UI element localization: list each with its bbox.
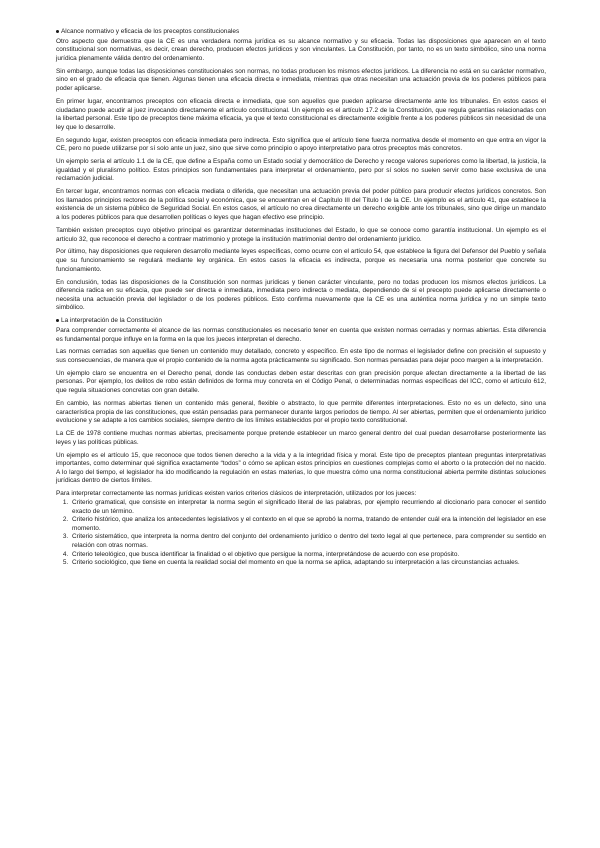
paragraph: La CE de 1978 contiene muchas normas abiertas, precisamente porque pretende establecer un marco general dentro del cual puedan desarrollarse posteriormente las leyes y las políticas públicas. — [56, 430, 546, 446]
paragraph: En segundo lugar, existen preceptos con eficacia inmediata pero indirecta. Esto significa que el artículo tiene fuerza normativa desde el momento en que entra en vigor la CE, pero no puede utilizarse por sí solo ante un juez, sino que sirve como principio o apoyo interpretativo para otros preceptos más concretos. — [56, 136, 546, 153]
list-item: 2. Criterio histórico, que analiza los antecedentes legislativos y el contexto en el que se aprobó la norma, tratando de entender cuál era la intención del legislador en ese momento. — [70, 516, 546, 533]
paragraph: En cambio, las normas abiertas tienen un contenido más general, flexible o abstracto, lo que permite diferentes interpretaciones. Esto no es un defecto, sino una característica propia de las constituciones, que están pensadas para permanecer durante largos periodos de tiempo. Al ser abiertas, permiten que el ordenamiento jurídico evolucione y se adapte a los cambios sociales, siempre dentro de los límites establecidos por el propio texto constitucional. — [56, 399, 546, 425]
paragraph: Sin embargo, aunque todas las disposiciones constitucionales son normas, no todas producen los mismos efectos jurídicos. La diferencia no está en su carácter normativo, sino en el grado de eficacia que tienen. Algunas tienen una eficacia directa e inmediata, mientras que otras necesitan una actuación previa de los poderes públicos para poder aplicarse. — [56, 67, 546, 93]
paragraph: Por último, hay disposiciones que requieren desarrollo mediante leyes específicas, como ocurre con el artículo 54, que establece la figura del Defensor del Pueblo y señala que su funcionamiento se regulará mediante ley orgánica. En estos casos la eficacia es indirecta, porque es necesaria una norma posterior que concrete su funcionamiento. — [56, 248, 546, 273]
list-item: 4. Criterio teleológico, que busca identificar la finalidad o el objetivo que persigue la norma, interpretándose de acuerdo con ese propósito. — [70, 551, 546, 560]
list-item: 1. Criterio gramatical, que consiste en interpretar la norma según el significado literal de las palabras, por ejemplo recurriendo al diccionario para conocer el sentido exacto de un término. — [70, 499, 546, 516]
list-intro: Para interpretar correctamente las normas jurídicas existen varios criterios clásicos de interpretación, utilizados por los jueces: — [56, 490, 417, 498]
list-item: 3. Criterio sistemático, que interpreta la norma dentro del conjunto del ordenamiento jurídico o dentro del texto legal al que pertenece, para comprender su sentido en relación con otras normas. — [70, 533, 546, 550]
paragraph: En conclusión, todas las disposiciones de la Constitución son normas jurídicas y tienen carácter vinculante, pero no todas producen los mismos efectos jurídicos. La diferencia radica en su eficacia, que puede ser directa e inmediata, inmediata pero indirecta o mediata, dependiendo de si el precepto puede aplicarse directamente o necesita una actuación previa del legislador o de los poderes públicos. Esto confirma nuevamente que la CE es una auténtica norma jurídica y no un simple texto simbólico. — [56, 278, 546, 312]
paragraph: En tercer lugar, encontramos normas con eficacia mediata o diferida, que necesitan una actuación previa del poder público para producir efectos jurídicos concretos. Son los llamados principios rectores de la política social y económica, que se encuentran en el Capítulo III del Título I de la CE. Un ejemplo es el artículo 41, que establece la existencia de un sistema público de Seguridad Social. En estos casos, el artículo no crea directamente un derecho exigible ante los tribunales, sino que dirige un mandato a los poderes públicos para que desarrollen políticas o leyes que hagan efectivo ese principio. — [56, 188, 546, 222]
paragraph: En primer lugar, encontramos preceptos con eficacia directa e inmediata, que son aquellos que pueden aplicarse directamente ante los tribunales. En estos casos el ciudadano puede acudir al juez invocando directamente el artículo constitucional. Un ejemplo es el artículo 17.2 de la Constitución, que regula garantías relacionadas con la libertad personal. Este tipo de preceptos tiene máxima eficacia, ya que el texto constitucional es directamente exigible frente a los poderes públicos sin necesidad de una ley que lo desarrolle. — [56, 97, 546, 131]
criteria-list — [56, 499, 546, 568]
heading-text: Alcance normativo y eficacia de los preceptos constitucionales — [61, 28, 240, 35]
bullet-icon — [56, 319, 59, 322]
paragraph: Otro aspecto que demuestra que la CE es una verdadera norma jurídica es su alcance normativo y su eficacia. Todas las disposiciones que aparecen en el texto constitucional son normativas, es decir, crean derecho, producen efectos jurídicos y son vinculantes. La Constitución, por tanto, no es un texto simbólico, sino una norma jurídica plenamente válida dentro del ordenamiento. — [56, 37, 546, 62]
paragraph: Un ejemplo claro se encuentra en el Derecho penal, donde las conductas deben estar descritas con gran precisión porque afectan directamente a la libertad de las personas. Por ejemplo, los delitos de robo están definidos de forma muy concreta en el Código Penal, o determinadas normas específicas del ICC, como el artículo 612, que regula situaciones concretas con gran detalle. — [56, 369, 546, 395]
bullet-icon — [56, 30, 59, 33]
section-heading — [56, 28, 546, 37]
heading-text: La interpretación de la Constitución — [61, 317, 162, 325]
paragraph: Un ejemplo sería el artículo 1.1 de la CE, que define a España como un Estado social y democrático de Derecho y recoge valores superiores como la libertad, la justicia, la igualdad y el pluralismo político. Estos principios son fundamentales para interpretar el ordenamiento, pero por sí solos no suelen servir como base exclusiva de una reclamación judicial. — [56, 158, 546, 183]
paragraph: También existen preceptos cuyo objetivo principal es garantizar determinadas instituciones del Estado, lo que se conoce como garantía institucional. Un ejemplo es el artículo 32, que reconoce el derecho a contraer matrimonio y protege la institución matrimonial dentro del ordenamiento jurídico. — [56, 226, 546, 243]
paragraph: Las normas cerradas son aquellas que tienen un contenido muy detallado, concreto y específico. En este tipo de normas el legislador define con precisión el supuesto y sus consecuencias, de manera que el propio contenido de la norma agota prácticamente su significado. Son normas pensadas para dejar poco margen a la interpretación. — [56, 348, 546, 365]
list-item: 5. Criterio sociológico, que tiene en cuenta la realidad social del momento en que la norma se aplica, adaptando su interpretación a las circunstancias actuales. — [70, 559, 546, 568]
paragraph: Para comprender correctamente el alcance de las normas constitucionales es necesario tener en cuenta que existen normas cerradas y normas abiertas. Esta diferencia es fundamental porque influye en la forma en la que los jueces interpretan el derecho. — [56, 326, 546, 343]
section-heading — [56, 317, 546, 326]
paragraph: Un ejemplo es el artículo 15, que reconoce que todos tienen derecho a la vida y a la integridad física y moral. Este tipo de preceptos plantean preguntas interpretativas importantes, como determinar qué significa exactamente “todos” o cómo se aplican estos principios en cuestiones complejas como el aborto o la protección del no nacido. A lo largo del tiempo, el legislador ha ido modificando la regulación en estas materias, lo que muestra cómo una norma constitucional abierta permite distintas soluciones jurídicas dentro de ciertos límites. — [56, 451, 546, 485]
